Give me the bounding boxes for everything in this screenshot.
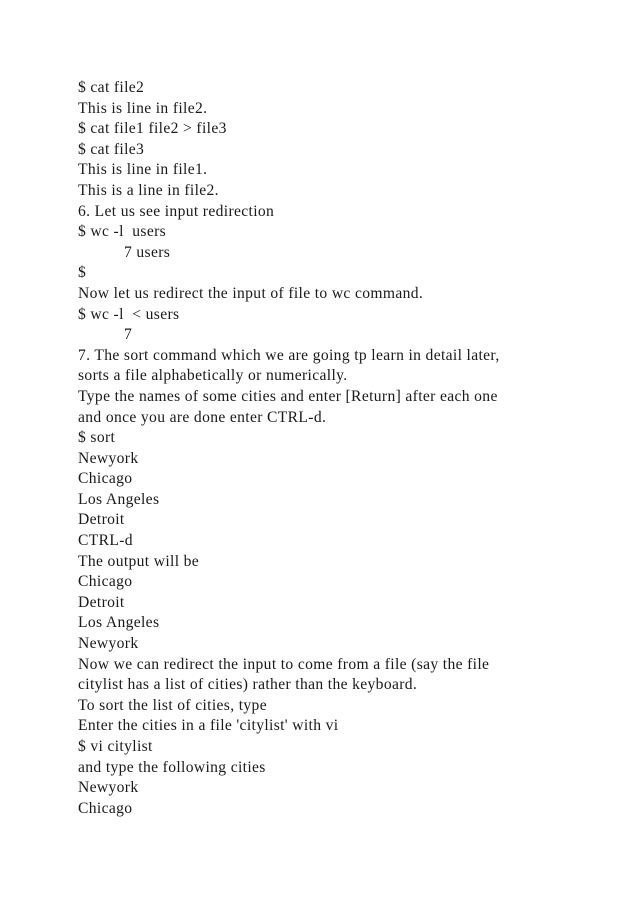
text-line: Newyork: [78, 635, 139, 653]
text-line: 7. The sort command which we are going tp learn in detail later,: [78, 346, 500, 364]
text-line: This is line in file2.: [78, 99, 208, 117]
text-line: 7 users: [124, 243, 171, 261]
text-line: To sort the list of cities, type: [78, 696, 267, 714]
text-line: Newyork: [78, 779, 139, 797]
text-line: citylist has a list of cities) rather than the keyboard.: [78, 676, 418, 694]
text-line: Chicago: [78, 573, 133, 591]
text-line: Enter the cities in a file 'citylist' with vi: [78, 717, 339, 735]
text-line: This is a line in file2.: [78, 181, 219, 199]
document-body: [78, 78, 598, 819]
text-line: $ sort: [78, 429, 116, 447]
text-line: $ wc -l users: [78, 223, 167, 241]
text-line: $: [78, 264, 87, 282]
text-line: Los Angeles: [78, 490, 160, 508]
text-line: $ cat file3: [78, 140, 145, 158]
text-line: Chicago: [78, 470, 133, 488]
text-line: $ vi citylist: [78, 738, 153, 755]
text-line: Detroit: [78, 593, 125, 611]
text-line: $ cat file2: [78, 79, 145, 96]
text-line: 7: [124, 326, 133, 344]
text-line: and type the following cities: [78, 758, 266, 776]
text-line: Now let us redirect the input of file to wc command.: [78, 284, 424, 302]
text-line: Los Angeles: [78, 614, 160, 632]
text-line: This is line in file1.: [78, 161, 208, 179]
text-line: $ cat file1 file2 > file3: [78, 120, 227, 138]
text-line: CTRL-d: [78, 532, 133, 550]
text-line: Chicago: [78, 799, 133, 817]
text-line: sorts a file alphabetically or numerically.: [78, 367, 348, 385]
text-line: 6. Let us see input redirection: [78, 202, 275, 220]
text-line: The output will be: [78, 552, 200, 570]
text-line: Detroit: [78, 511, 125, 529]
text-line: $ wc -l < users: [78, 305, 180, 323]
text-line: Now we can redirect the input to come from a file (say the file: [78, 655, 490, 673]
text-line: and once you are done enter CTRL-d.: [78, 408, 327, 426]
text-line: Type the names of some cities and enter [Return] after each one: [78, 387, 498, 405]
text-line: Newyork: [78, 449, 139, 467]
